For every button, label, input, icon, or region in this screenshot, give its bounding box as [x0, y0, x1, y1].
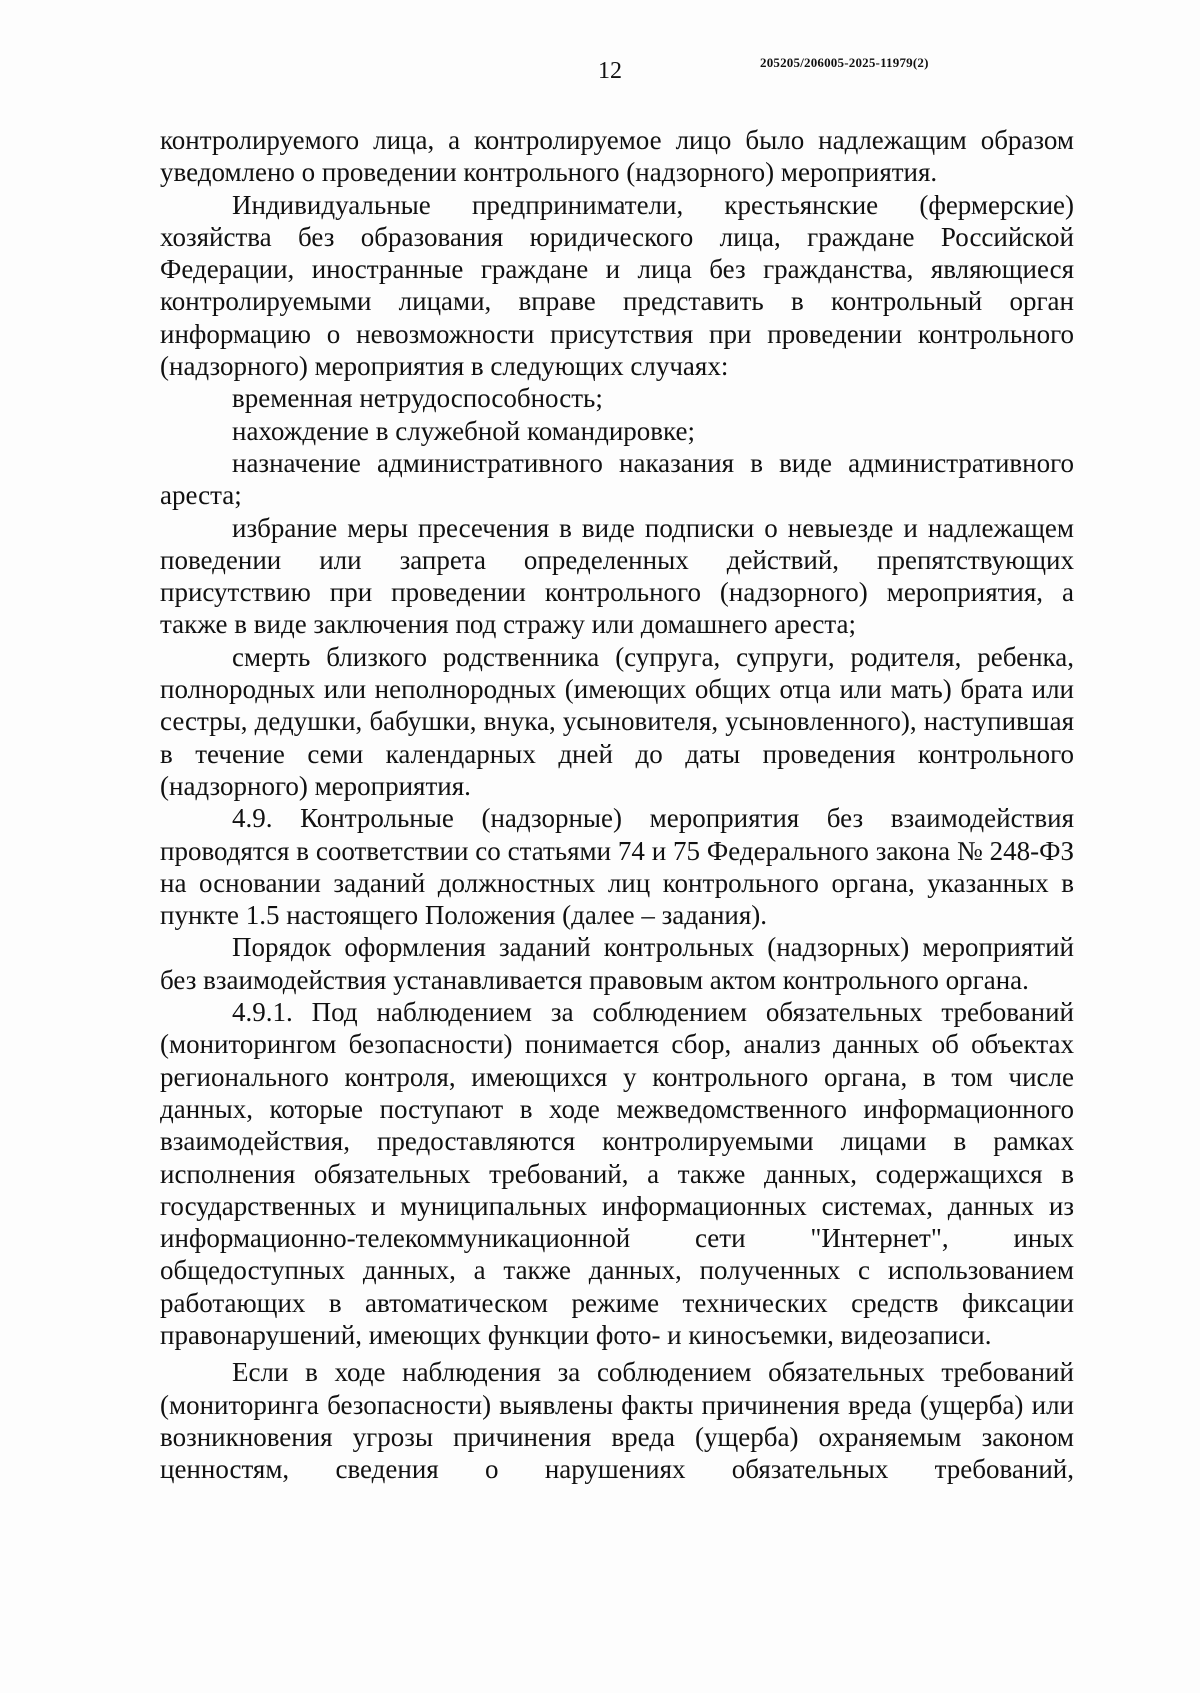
paragraph: Если в ходе наблюдения за соблюдением обязательных требований (мониторинга безопасности) выявлены факты причинения вреда (ущерба) или возникновения угрозы причинения вреда (ущерба) охраняемым законом ценностям, сведения о нарушениях обязательных требований, — [160, 1357, 1074, 1485]
paragraph: 4.9. Контрольные (надзорные) мероприятия без взаимодействия проводятся в соответствии со статьями 74 и 75 Федерального закона № 248-ФЗ на основании заданий должностных лиц контрольного органа, указанных в пункте 1.5 настоящего Положения (далее – задания). — [160, 803, 1074, 931]
document-body — [160, 124, 1074, 1485]
document-code: 205205/206005-2025-11979(2) — [760, 55, 929, 70]
list-item: смерть близкого родственника (супруга, супруги, родителя, ребенка, полнородных или неполнородных (имеющих общих отца или мать) брата или сестры, дедушки, бабушки, внука, усыновителя, усыновленного), наступившая в течение семи календарных дней до даты проведения контрольного (надзорного) мероприятия. — [160, 641, 1074, 801]
list-item: нахождение в служебной командировке; — [232, 415, 695, 446]
list-item: избрание меры пресечения в виде подписки о невыезде и надлежащем поведении или запрета определенных действий, препятствующих присутствию при проведении контрольного (надзорного) мероприятия, а также в виде заключения под стражу или домашнего ареста; — [160, 512, 1074, 640]
list-item: временная нетрудоспособность; — [232, 383, 603, 414]
paragraph: Индивидуальные предприниматели, крестьянские (фермерские) хозяйства без образования юридического лица, граждане Российской Федерации, иностранные граждане и лица без гражданства, являющиеся контролируемыми лицами, вправе представить в контрольный орган информацию о невозможности присутствия при проведении контрольного (надзорного) мероприятия в следующих случаях: — [160, 189, 1074, 382]
list-item: назначение административного наказания в виде административного ареста; — [160, 447, 1074, 511]
paragraph: 4.9.1. Под наблюдением за соблюдением обязательных требований (мониторингом безопасности) понимается сбор, анализ данных об объектах регионального контроля, имеющихся у контрольного органа, в том числе данных, которые поступают в ходе межведомственного информационного взаимодействия, предоставляются контролируемыми лицами в рамках исполнения обязательных требований, а также данных, содержащихся в государственных и муниципальных информационных системах, данных из информационно-телекоммуникационной сети "Интернет", иных общедоступных данных, а также данных, полученных с использованием работающих в автоматическом режиме технических средств фиксации правонарушений, имеющих функции фото- и киносъемки, видеозаписи. — [160, 997, 1074, 1350]
paragraph: контролируемого лица, а контролируемое лицо было надлежащим образом уведомлено о проведении контрольного (надзорного) мероприятия. — [160, 125, 1074, 188]
page-number: 12 — [598, 58, 622, 84]
paragraph: Порядок оформления заданий контрольных (надзорных) мероприятий без взаимодействия устанавливается правовым актом контрольного органа. — [160, 932, 1074, 995]
